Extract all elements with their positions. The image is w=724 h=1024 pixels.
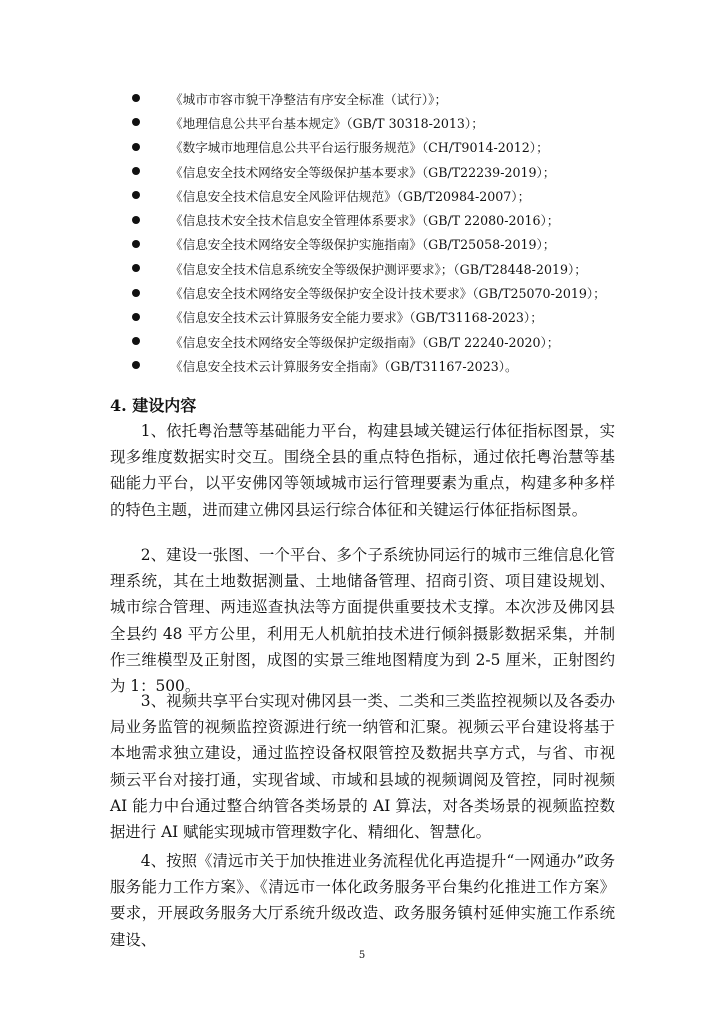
list-item-text: 《信息安全技术网络安全等级保护基本要求》（GB/T22239-2019）； bbox=[170, 164, 556, 180]
list-item-text: 《数字城市地理信息公共平台运行服务规范》（CH/T9014-2012）； bbox=[170, 140, 549, 156]
standards-list bbox=[132, 86, 652, 378]
list-item bbox=[132, 183, 652, 207]
list-item-text: 《信息技术安全技术信息安全管理体系要求》（GB/T 22080-2016）； bbox=[170, 213, 560, 229]
list-item-text: 《信息安全技术云计算服务安全能力要求》（GB/T31168-2023）； bbox=[170, 310, 543, 326]
bullet-icon bbox=[132, 240, 140, 248]
bullet-icon bbox=[132, 191, 140, 199]
list-item-text: 《信息安全技术网络安全等级保护安全设计技术要求》（GB/T25070-2019）； bbox=[170, 286, 606, 302]
list-item bbox=[132, 159, 652, 183]
bullet-icon bbox=[132, 313, 140, 321]
list-item bbox=[132, 329, 652, 353]
bullet-icon bbox=[132, 118, 140, 126]
bullet-icon bbox=[132, 143, 140, 151]
bullet-icon bbox=[132, 94, 140, 102]
bullet-icon bbox=[132, 167, 140, 175]
list-item-text: 《地理信息公共平台基本规定》（GB/T 30318-2013）； bbox=[170, 115, 484, 131]
list-item bbox=[132, 232, 652, 256]
list-item bbox=[132, 305, 652, 329]
paragraph-3: 3、视频共享平台实现对佛冈县一类、二类和三类监控视频以及各委办局业务监管的视频监控资源进行统一纳管和汇聚。视频云平台建设将基于本地需求独立建设，通过监控设备权限管控及数据共享方式，与省、市视频云平台对接打通，实现省域、市域和县域的视频调阅及管控，同时视频 AI 能力中台通过整合纳管各类场景的 AI 算法，对各类场景的视频监控数据进行 AI 赋能实现城市管理数字化、精细化、智慧化。 bbox=[110, 692, 615, 842]
paragraph-1: 1、依托粤治慧等基础能力平台，构建县域关键运行体征指标图景，实现多维度数据实时交互。围绕全县的重点特色指标，通过依托粤治慧等基础能力平台，以平安佛冈等领域城市运行管理要素为重点，构建多种多样的特色主题，进而建立佛冈县运行综合体征和关键运行体征指标图景。 bbox=[110, 422, 615, 519]
list-item bbox=[132, 353, 652, 377]
list-item-text: 《信息安全技术网络安全等级保护定级指南》（GB/T 22240-2020）； bbox=[170, 334, 560, 350]
list-item bbox=[132, 280, 652, 304]
list-item bbox=[132, 86, 652, 110]
list-item-text: 《信息安全技术云计算服务安全指南》（GB/T31167-2023）。 bbox=[170, 358, 518, 374]
list-item-text: 《城市市容市貌干净整洁有序安全标准（试行）》； bbox=[170, 91, 448, 107]
bullet-icon bbox=[132, 361, 140, 369]
bullet-icon bbox=[132, 337, 140, 345]
list-item bbox=[132, 135, 652, 159]
bullet-icon bbox=[132, 216, 140, 224]
list-item-text: 《信息安全技术信息安全风险评估规范》（GB/T20984-2007）； bbox=[170, 188, 531, 204]
list-item bbox=[132, 207, 652, 231]
list-item bbox=[132, 110, 652, 134]
bullet-icon bbox=[132, 264, 140, 272]
list-item-text: 《信息安全技术网络安全等级保护实施指南》（GB/T25058-2019）； bbox=[170, 237, 556, 253]
paragraph-4: 4、按照《清远市关于加快推进业务流程优化再造提升“一网通办”政务服务能力工作方案》、《清远市一体化政务服务平台集约化推进工作方案》要求，开展政务服务大厅系统升级改造、政务服务镇村延伸实施工作系统建设、 bbox=[110, 852, 615, 949]
page-number: 5 bbox=[358, 950, 366, 961]
section-heading: 4. 建设内容 bbox=[110, 396, 197, 415]
list-item bbox=[132, 256, 652, 280]
bullet-icon bbox=[132, 289, 140, 297]
paragraph-2: 2、建设一张图、一个平台、多个子系统协同运行的城市三维信息化管理系统，其在土地数据测量、土地储备管理、招商引资、项目建设规划、城市综合管理、两违巡查执法等方面提供重要技术支撑。本次涉及佛冈县全县约 48 平方公里，利用无人机航拍技术进行倾斜摄影数据采集，并制作三维模型及正射图，成图的实景三维地图精度为到 2-5 厘米，正射图约为 1：500。 bbox=[110, 546, 615, 696]
list-item-text: 《信息安全技术信息系统安全等级保护测评要求》；（GB/T28448-2019）； bbox=[170, 261, 587, 277]
